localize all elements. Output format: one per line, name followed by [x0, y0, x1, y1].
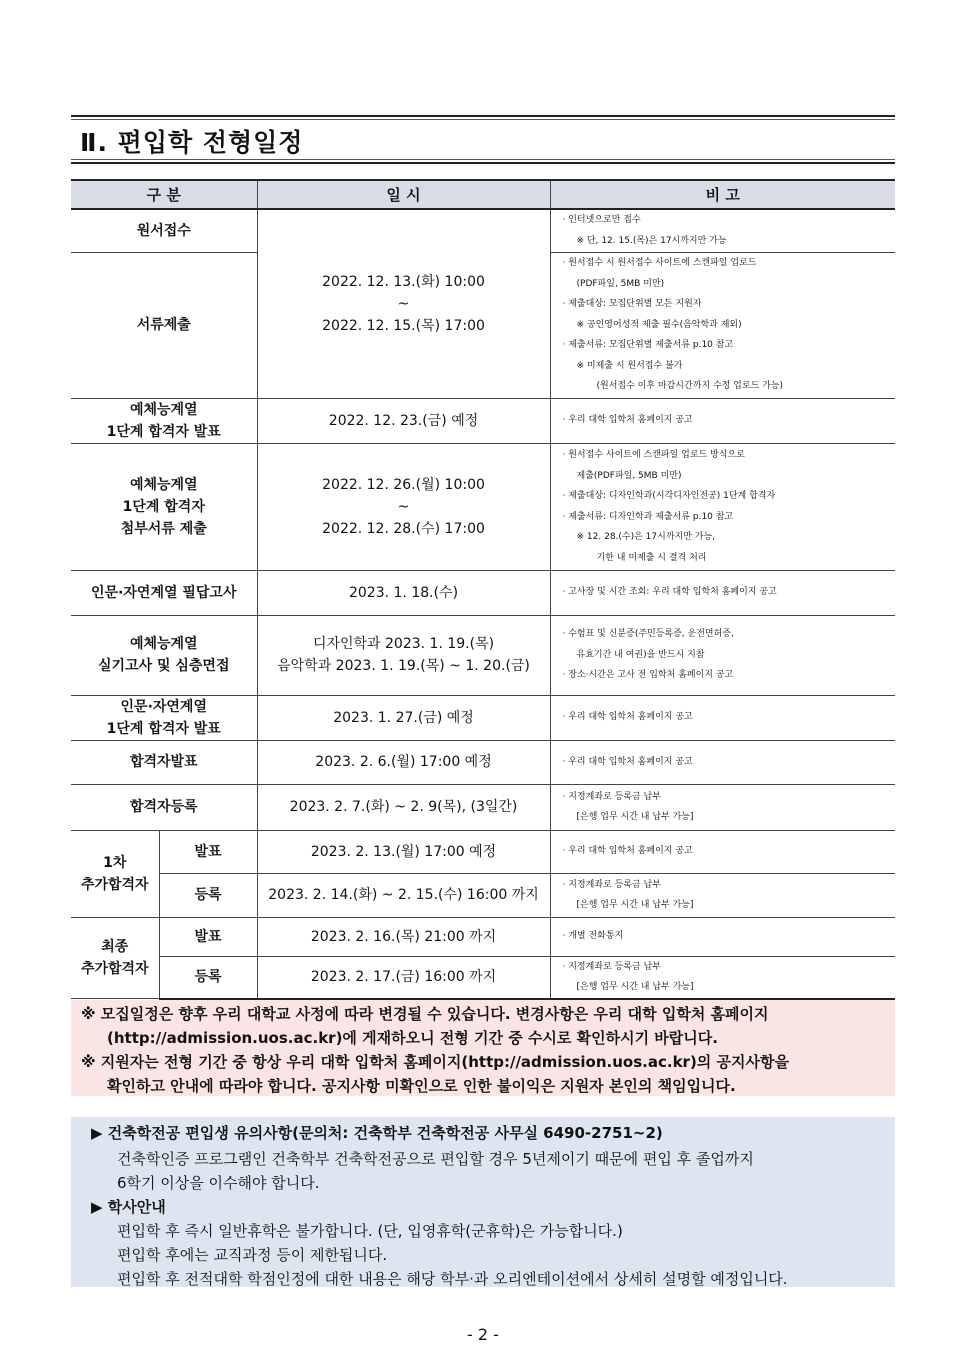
- academic-line: 편입학 후 전적대학 학점인정에 대한 내용은 해당 학부·과 오리엔테이션에서 상세히 설명할 예정입니다.: [117, 1270, 788, 1288]
- table-row: [71, 917, 895, 956]
- table-row: [71, 570, 895, 615]
- table-row: [71, 956, 895, 999]
- row-date: 2023. 1. 27.(금) 예정: [257, 695, 550, 740]
- table-row: [71, 740, 895, 784]
- arch-notice-heading: ▶ 건축학전공 편입생 유의사항(문의처: 건축학부 건축학전공 사무실 6490-2751~2): [91, 1124, 663, 1142]
- row-category: 예체능계열 실기고사 및 심층면접: [71, 615, 257, 695]
- top-rule: [71, 119, 895, 120]
- info-box: [71, 1117, 895, 1287]
- row-date: 2022. 12. 26.(월) 10:00 ~ 2022. 12. 28.(수) 17:00: [257, 443, 550, 570]
- row-date: 디자인학과 2023. 1. 19.(목) 음악학과 2023. 1. 19.(목) ~ 1. 20.(금): [257, 615, 550, 695]
- table-row: [71, 209, 895, 252]
- table-row: [71, 784, 895, 830]
- row-date: 2023. 2. 13.(월) 17:00 예정: [257, 830, 550, 873]
- row-date: 2023. 2. 7.(화) ~ 2. 9(목), (3일간): [257, 784, 550, 830]
- row-category: 인문·자연계열 1단계 합격자 발표: [71, 695, 257, 740]
- row-category: 서류제출: [71, 252, 257, 398]
- title-rule: [71, 159, 895, 160]
- row-note: · 지정계좌로 등록금 납부 [은행 업무 시간 내 납부 가능]: [550, 873, 895, 917]
- row-note: · 개별 전화통지: [550, 917, 895, 956]
- top-rule: [71, 115, 895, 117]
- header-category: 구 분: [71, 180, 257, 209]
- row-category: 1차 추가합격자: [71, 830, 159, 917]
- notice-box: [71, 1000, 895, 1096]
- row-subcategory: 발표: [159, 917, 257, 956]
- header-note: 비 고: [550, 180, 895, 209]
- row-date: 2022. 12. 13.(화) 10:00 ~ 2022. 12. 15.(목) 17:00: [257, 209, 550, 398]
- row-date: 2022. 12. 23.(금) 예정: [257, 398, 550, 443]
- row-subcategory: 발표: [159, 830, 257, 873]
- row-note: · 우리 대학 입학처 홈페이지 공고: [550, 740, 895, 784]
- table-row: [71, 398, 895, 443]
- row-note: · 우리 대학 입학처 홈페이지 공고: [550, 830, 895, 873]
- row-note: · 지정계좌로 등록금 납부 [은행 업무 시간 내 납부 가능]: [550, 956, 895, 999]
- table-row: [71, 873, 895, 917]
- row-date: 2023. 2. 6.(월) 17:00 예정: [257, 740, 550, 784]
- page-number: - 2 -: [467, 1325, 499, 1344]
- row-category: 예체능계열 1단계 합격자 첨부서류 제출: [71, 443, 257, 570]
- row-category: 최종 추가합격자: [71, 917, 159, 999]
- academic-line: 편입학 후 즉시 일반휴학은 불가합니다. (단, 입영휴학(군휴학)은 가능합니다.): [117, 1222, 623, 1240]
- header-date: 일 시: [257, 180, 550, 209]
- row-category: 예체능계열 1단계 합격자 발표: [71, 398, 257, 443]
- table-row: [71, 695, 895, 740]
- academic-heading: ▶ 학사안내: [91, 1198, 166, 1216]
- row-note: · 수험표 및 신분증(주민등록증, 운전면허증, 유효기간 내 여권)을 반드시 지참 · 장소·시간은 고사 전 입학처 홈페이지 공고: [550, 615, 895, 695]
- row-category: 합격자발표: [71, 740, 257, 784]
- row-date: 2023. 1. 18.(수): [257, 570, 550, 615]
- notice-line: 확인하고 안내에 따라야 합니다. 공지사항 미확인으로 인한 불이익은 지원자 본인의 책임입니다.: [107, 1077, 736, 1095]
- row-date: 2023. 2. 16.(목) 21:00 까지: [257, 917, 550, 956]
- table-header-row: [71, 180, 895, 209]
- row-note: · 인터넷으로만 접수 ※ 단, 12. 15.(목)은 17시까지만 가능: [550, 209, 895, 252]
- row-note: · 지정계좌로 등록금 납부 [은행 업무 시간 내 납부 가능]: [550, 784, 895, 830]
- row-note: · 우리 대학 입학처 홈페이지 공고: [550, 695, 895, 740]
- schedule-table: [71, 179, 895, 1000]
- row-date: 2023. 2. 14.(화) ~ 2. 15.(수) 16:00 까지: [257, 873, 550, 917]
- arch-notice-line: 6학기 이상을 이수해야 합니다.: [117, 1174, 320, 1192]
- row-category: 인문·자연계열 필답고사: [71, 570, 257, 615]
- table-row: [71, 443, 895, 570]
- row-subcategory: 등록: [159, 956, 257, 999]
- row-note: · 우리 대학 입학처 홈페이지 공고: [550, 398, 895, 443]
- notice-line: ※ 모집일정은 향후 우리 대학교 사정에 따라 변경될 수 있습니다. 변경사항은 우리 대학 입학처 홈페이지: [81, 1005, 769, 1023]
- notice-line: (http://admission.uos.ac.kr)에 게재하오니 전형 기간 중 수시로 확인하시기 바랍니다.: [107, 1029, 718, 1047]
- row-subcategory: 등록: [159, 873, 257, 917]
- row-note: · 고사장 및 시간 조회: 우리 대학 입학처 홈페이지 공고: [550, 570, 895, 615]
- section-title: Ⅱ. 편입학 전형일정: [80, 128, 304, 157]
- row-category: 합격자등록: [71, 784, 257, 830]
- title-rule: [71, 162, 895, 164]
- academic-line: 편입학 후에는 교직과정 등이 제한됩니다.: [117, 1246, 388, 1264]
- arch-notice-line: 건축학인증 프로그램인 건축학부 건축학전공으로 편입할 경우 5년제이기 때문에 편입 후 졸업까지: [117, 1150, 754, 1168]
- row-note: · 원서접수 시 원서접수 사이트에 스캔파일 업로드 (PDF파일, 5MB 미만) · 제출대상: 모집단위별 모든 지원자 ※ 공인영어성적 제출 필수(음악학과 제외) · 제출서류: 모집단위별 제출서류 p.10 참고 ※ 미제출 시 원서접수 불가 (원서접수 이후 마감시간까지 수정 업로드 가능): [550, 252, 895, 398]
- table-row: [71, 615, 895, 695]
- notice-line: ※ 지원자는 전형 기간 중 항상 우리 대학 입학처 홈페이지(http://admission.uos.ac.kr)의 공지사항을: [81, 1053, 789, 1071]
- row-date: 2023. 2. 17.(금) 16:00 까지: [257, 956, 550, 999]
- row-note: · 원서접수 사이트에 스캔파일 업로드 방식으로 제출(PDF파일, 5MB 미만) · 제출대상: 디자인학과(시각디자인전공) 1단계 합격자 · 제출서류: 디자인학과 제출서류 p.10 참고 ※ 12. 28.(수)은 17시까지만 가능, 기한 내 미제출 시 결격 처리: [550, 443, 895, 570]
- row-category: 원서접수: [71, 209, 257, 252]
- table-row: [71, 830, 895, 873]
